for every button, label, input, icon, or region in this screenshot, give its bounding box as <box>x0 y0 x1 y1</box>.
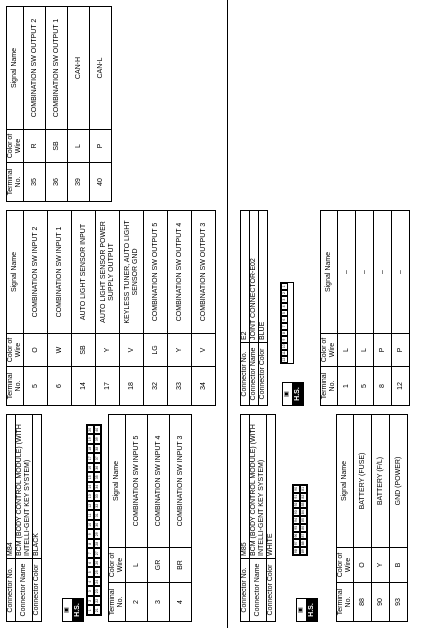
pin-number: 88 <box>301 541 305 546</box>
m85-connector-name: BCM (BODY CONTROL MODULE) (WITH INTELLI-GENT KEY SYSTEM) <box>250 415 267 559</box>
terminal-no-cell: 18 <box>120 367 144 406</box>
pin-number: 83 <box>301 502 305 507</box>
connector-icon: ▣ <box>283 383 293 405</box>
wire-color-cell: L <box>68 130 90 163</box>
pin-number: 6 <box>281 316 288 323</box>
pin-number: 13 <box>87 492 94 502</box>
pin-number: 23 <box>94 587 101 597</box>
pin-number: 30 <box>94 520 101 530</box>
pin-number: 3 <box>87 587 94 597</box>
pin-number: 32 <box>94 501 101 511</box>
signal-name-cell: – <box>356 211 374 334</box>
pin-number: 84 <box>301 510 305 515</box>
pin-number: 94 <box>294 518 298 522</box>
pin-number: 37 <box>94 454 101 464</box>
wire-color-cell: B <box>390 548 408 583</box>
pin-number: 38 <box>94 444 101 454</box>
m84-terminal-table: Terminal No. Color of Wire Signal Name 2 L COMBINATION SW INPUT 5 3 GR COMBINATION SW INPUT 4 4 BR COMBINATION SW INPUT 3 <box>108 414 192 622</box>
terminal-no-cell: 1 <box>338 367 356 406</box>
hs-icon: ▣ H.S. <box>62 598 84 622</box>
pin-number: 3 <box>281 296 288 303</box>
pin-number: 16 <box>87 463 94 473</box>
pin-number: 5 <box>87 568 94 578</box>
pin-number: 17 <box>87 454 94 464</box>
pin-number: 28 <box>94 539 101 549</box>
wire-color-cell: L <box>356 334 374 367</box>
pin-number: 14 <box>87 482 94 492</box>
pin-number: 1 <box>87 606 94 616</box>
table-row <box>372 415 390 622</box>
m85-pin-grid <box>293 485 307 555</box>
terminal-no-cell: 14 <box>72 367 96 406</box>
e2-connector-color: BLUE <box>259 211 268 343</box>
terminal-no-cell: 34 <box>192 367 216 406</box>
pin-number: 95 <box>294 525 298 530</box>
right-terminal-table: Terminal No. Color of Wire Signal Name 35 R COMBINATION SW OUTPUT 2 36 SB COMBINATION SW OUTPUT 1 39 L CAN-H 40 P CAN-L <box>6 6 112 202</box>
table-row <box>392 211 410 406</box>
table-row <box>170 415 192 622</box>
pin-number: 26 <box>94 558 101 568</box>
signal-name-cell: COMBINATION SW INPUT 2 <box>24 211 48 334</box>
wire-color-cell: P <box>392 334 410 367</box>
terminal-no-cell: 32 <box>144 367 168 406</box>
pin-number: 11 <box>87 511 94 521</box>
label-connector-color: Connector Color <box>33 559 42 622</box>
signal-name-cell: – <box>338 211 356 334</box>
pin-number: 24 <box>94 577 101 587</box>
terminal-no-cell: 2 <box>126 583 148 622</box>
pin-number: 12 <box>87 501 94 511</box>
signal-name-cell: CAN-L <box>90 7 112 130</box>
signal-name-cell: – <box>374 211 392 334</box>
m84-connector-face <box>86 424 102 616</box>
wire-color-cell: P <box>374 334 392 367</box>
e2-connector-info: Connector No. E2 Connector Name JOINT CONNECTOR-E02 Connector Color BLUE <box>240 210 268 406</box>
pin-number: 36 <box>94 463 101 473</box>
pin-number: 6 <box>87 558 94 568</box>
pin-number: 33 <box>94 492 101 502</box>
table-row <box>24 7 46 202</box>
m84-connector-no: M84 <box>7 415 16 559</box>
pin-number: 22 <box>94 596 101 606</box>
signal-name-cell: BATTERY (F/L) <box>372 415 390 548</box>
table-row <box>148 415 170 622</box>
wire-color-cell: W <box>48 334 72 367</box>
table-row <box>168 211 192 406</box>
pin-number: 96 <box>294 533 298 538</box>
table-row <box>374 211 392 406</box>
signal-name-cell: AUTO LIGHT SENSOR POWER SUPPLY OUTPUT <box>96 211 120 334</box>
table-row <box>126 415 148 622</box>
terminal-no-cell: 5 <box>24 367 48 406</box>
wire-color-cell: V <box>192 334 216 367</box>
pin-number: 91 <box>294 494 298 499</box>
table-row <box>46 7 68 202</box>
terminal-no-cell: 36 <box>46 163 68 202</box>
m84-connector-info <box>6 414 42 622</box>
pin-number: 86 <box>301 525 305 530</box>
pin-number: 10 <box>282 344 286 349</box>
table-row <box>354 415 372 622</box>
m85-connector-face <box>292 484 308 556</box>
e2-terminal-table: Terminal No. Color of Wire Signal Name 1 L – 5 L – 8 P – 12 P – <box>320 210 410 406</box>
pin-number: 19 <box>87 435 94 445</box>
signal-name-cell: COMBINATION SW OUTPUT 5 <box>144 211 168 334</box>
wire-color-cell: SB <box>46 130 68 163</box>
wire-color-cell: LG <box>144 334 168 367</box>
signal-name-cell: COMBINATION SW INPUT 1 <box>48 211 72 334</box>
wire-color-cell: V <box>120 334 144 367</box>
signal-name-cell: KEYLESS TUNER, AUTO LIGHT SENSOR GND <box>120 211 144 334</box>
divider-line <box>227 0 228 628</box>
pin-number: 98 <box>294 549 298 554</box>
pin-number: 34 <box>94 482 101 492</box>
pin-number: 2 <box>87 596 94 606</box>
pin-number: 39 <box>94 435 101 445</box>
pin-number: 97 <box>294 541 298 546</box>
wire-color-cell: P <box>90 130 112 163</box>
table-row <box>144 211 168 406</box>
wire-color-cell: Y <box>372 548 390 583</box>
wire-color-cell: GR <box>148 548 170 583</box>
pin-number: 20 <box>87 425 94 435</box>
e2-pin-grid <box>281 283 288 363</box>
pin-number: 93 <box>294 510 298 515</box>
signal-name-cell: COMBINATION SW OUTPUT 2 <box>24 7 46 130</box>
hs-icon: ▣ H.S. <box>282 382 304 406</box>
table-row <box>72 211 96 406</box>
hs-icon: ▣ H.S. <box>296 598 318 622</box>
wire-color-cell: O <box>354 548 372 583</box>
wire-color-cell: L <box>126 548 148 583</box>
pin-number: 29 <box>94 530 101 540</box>
wire-color-cell: L <box>338 334 356 367</box>
pin-number: 87 <box>301 533 305 538</box>
table-row <box>96 211 120 406</box>
m85-connector-no: M85 <box>241 415 250 559</box>
signal-name-cell: COMBINATION SW INPUT 4 <box>148 415 170 548</box>
table-row <box>338 211 356 406</box>
terminal-no-cell: 4 <box>170 583 192 622</box>
wire-color-cell: BR <box>170 548 192 583</box>
terminal-no-cell: 40 <box>90 163 112 202</box>
terminal-no-cell: 35 <box>24 163 46 202</box>
pin-number: 15 <box>87 473 94 483</box>
wire-color-cell: SB <box>72 334 96 367</box>
pin-number: 10 <box>87 520 94 530</box>
signal-name-cell: COMBINATION SW OUTPUT 3 <box>192 211 216 334</box>
signal-name-cell: COMBINATION SW INPUT 5 <box>126 415 148 548</box>
pin-number: 4 <box>281 303 288 310</box>
terminal-no-cell: 6 <box>48 367 72 406</box>
pin-number: 90 <box>294 486 298 491</box>
e2-connector-face <box>280 282 294 364</box>
table-row <box>24 211 48 406</box>
m85-terminal-table: Terminal No. Color of Wire Signal Name 88 O BATTERY (FUSE) 90 Y BATTERY (F/L) 93 B GND (POWER) <box>336 414 408 622</box>
pin-number: 4 <box>87 577 94 587</box>
table-row <box>90 7 112 202</box>
terminal-no-cell: 3 <box>148 583 170 622</box>
label-connector-name: Connector Name <box>16 559 33 622</box>
signal-name-cell: COMBINATION SW OUTPUT 4 <box>168 211 192 334</box>
pin-number: 35 <box>94 473 101 483</box>
pin-number: 7 <box>87 549 94 559</box>
signal-name-cell: GND (POWER) <box>390 415 408 548</box>
table-row <box>48 211 72 406</box>
middle-terminal-table: Terminal No. Color of Wire Signal Name 5 O COMBINATION SW INPUT 2 6 W COMBINATION SW INPUT 1 14 SB AUTO LIGHT SENSOR INPUT 17 Y AUTO LIGHT SENSOR POWER SUPPLY OUTPUT 18 V KEYLESS TUNER, AUTO LIGHT SENSOR GND 32 LG COMBINATION SW OUTPUT 5 33 Y COMBINATION SW OUTPUT 4 34 V COMBINATION SW OUTPUT 3 <box>6 210 216 406</box>
table-row <box>192 211 216 406</box>
signal-name-cell: CAN-H <box>68 7 90 130</box>
pin-number: 81 <box>301 486 305 491</box>
pin-number: 25 <box>94 568 101 578</box>
pin-number: 5 <box>281 310 288 317</box>
m84-connector-color: BLACK <box>33 415 42 559</box>
wire-color-cell: Y <box>168 334 192 367</box>
pin-number: 18 <box>87 444 94 454</box>
table-row <box>390 415 408 622</box>
m85-connector-info: Connector No. M85 Connector Name BCM (BODY CONTROL MODULE) (WITH INTELLI-GENT KEY SYSTEM) Connector Color WHITE <box>240 414 276 622</box>
pin-number: 8 <box>87 539 94 549</box>
pin-number: 92 <box>294 502 298 507</box>
pin-number: 1 <box>281 283 288 290</box>
label-connector-no: Connector No. <box>7 559 16 622</box>
pin-number: 27 <box>94 549 101 559</box>
pin-number: 85 <box>301 518 305 522</box>
connector-icon: ▣ <box>297 599 307 621</box>
terminal-no-cell: 33 <box>168 367 192 406</box>
m85-connector-color: WHITE <box>267 415 276 559</box>
e2-connector-name: JOINT CONNECTOR-E02 <box>250 211 259 343</box>
signal-name-cell: COMBINATION SW OUTPUT 1 <box>46 7 68 130</box>
terminal-no-cell: 90 <box>372 583 390 622</box>
m84-connector-name: BCM (BODY CONTROL MODULE) (WITH INTELLI-GENT KEY SYSTEM) <box>16 415 33 559</box>
pin-number: 9 <box>281 336 288 343</box>
table-row <box>120 211 144 406</box>
m84-pin-grid <box>87 425 101 615</box>
terminal-no-cell: 17 <box>96 367 120 406</box>
pin-number: 7 <box>281 323 288 330</box>
connector-icon: ▣ <box>63 599 73 621</box>
terminal-no-cell: 93 <box>390 583 408 622</box>
terminal-no-cell: 5 <box>356 367 374 406</box>
pin-number: 11 <box>282 351 286 355</box>
pin-number: 89 <box>301 549 305 554</box>
signal-name-cell: – <box>392 211 410 334</box>
pin-number: 2 <box>281 290 288 297</box>
signal-name-cell: AUTO LIGHT SENSOR INPUT <box>72 211 96 334</box>
signal-name-cell: COMBINATION SW INPUT 3 <box>170 415 192 548</box>
pin-number: 8 <box>281 330 288 337</box>
pin-number: 31 <box>94 511 101 521</box>
e2-connector-no: E2 <box>241 211 250 343</box>
signal-name-cell: BATTERY (FUSE) <box>354 415 372 548</box>
terminal-no-cell: 88 <box>354 583 372 622</box>
pin-number: 40 <box>94 425 101 435</box>
terminal-no-cell: 39 <box>68 163 90 202</box>
table-row <box>356 211 374 406</box>
pin-number: 82 <box>301 494 305 499</box>
wire-color-cell: Y <box>96 334 120 367</box>
pin-number: 9 <box>87 530 94 540</box>
pin-number: 12 <box>282 357 286 362</box>
terminal-no-cell: 12 <box>392 367 410 406</box>
terminal-no-cell: 8 <box>374 367 392 406</box>
table-row <box>68 7 90 202</box>
wire-color-cell: R <box>24 130 46 163</box>
pin-number: 21 <box>94 606 101 616</box>
wire-color-cell: O <box>24 334 48 367</box>
